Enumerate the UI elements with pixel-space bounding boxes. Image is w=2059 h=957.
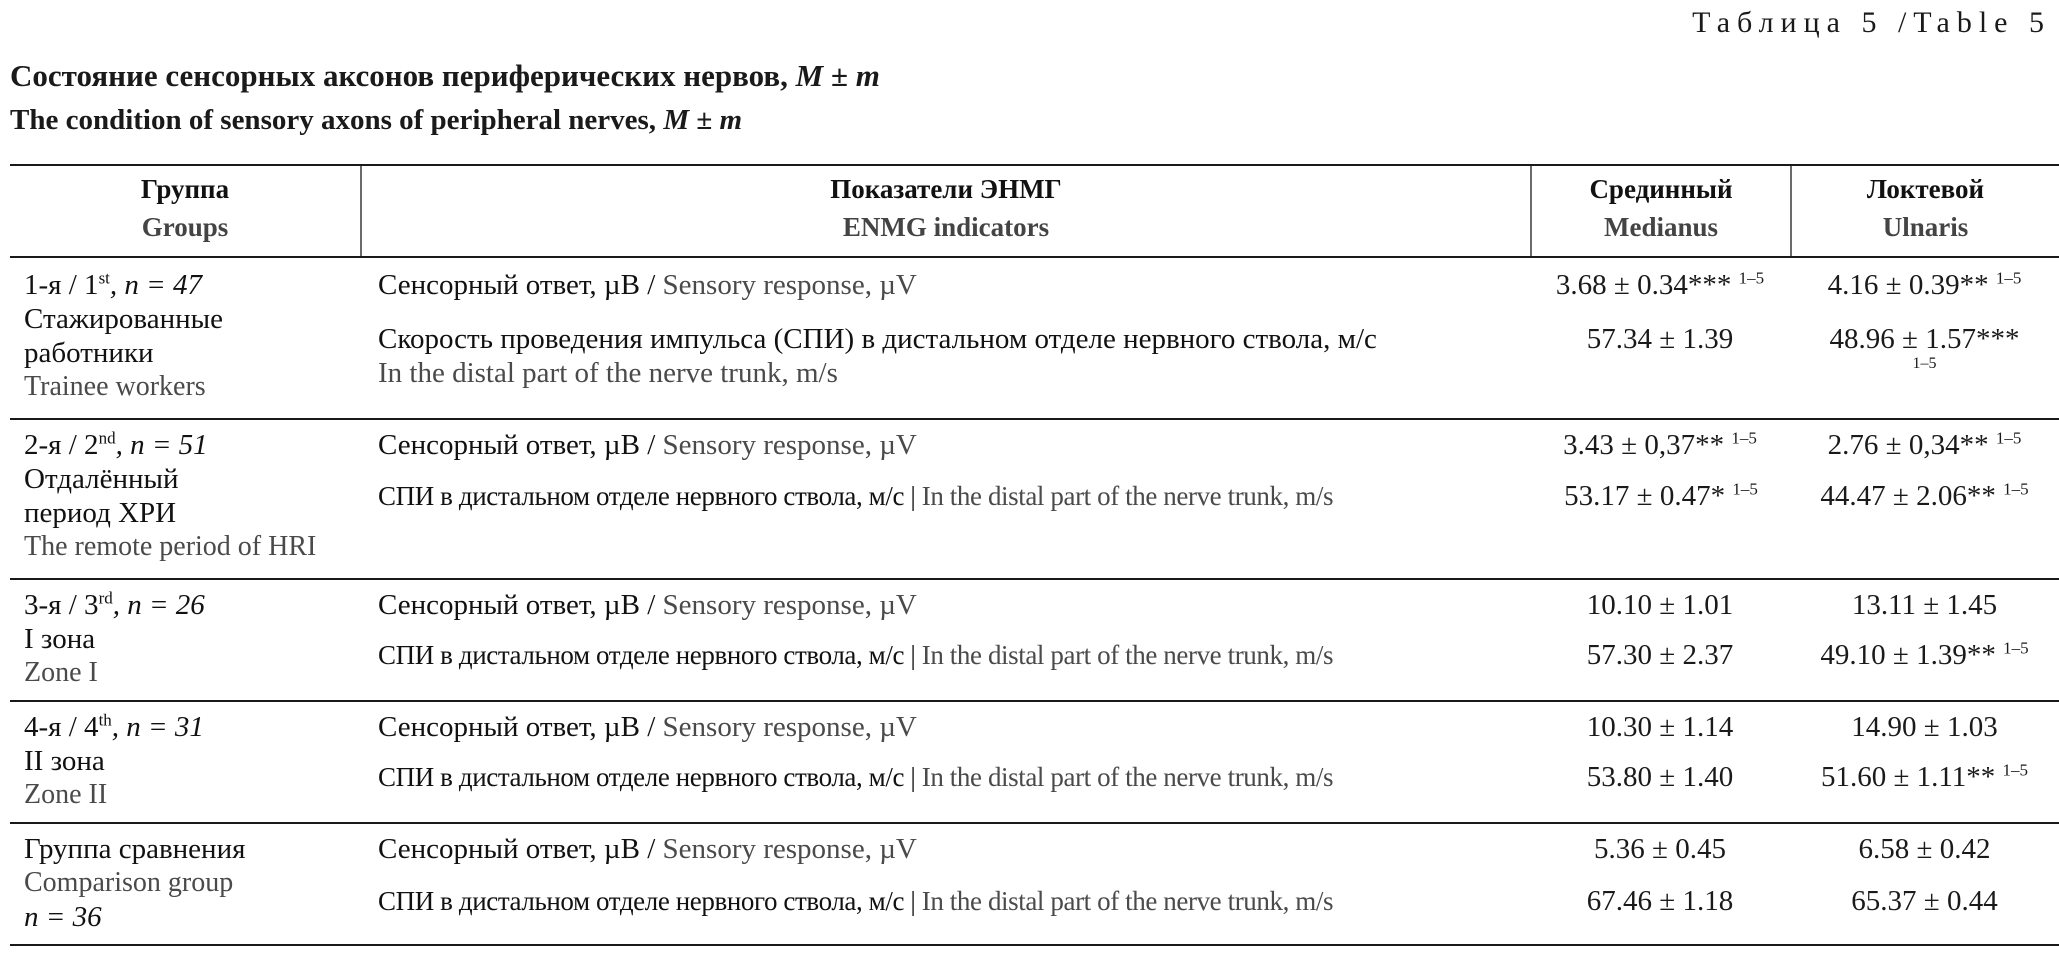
row5-indicator-1: Сенсорный ответ, µВ / Sensory response, µV	[378, 833, 917, 865]
row4-ulnar-1: 14.90 ± 1.03	[1851, 711, 1998, 743]
row4-group: 4-я / 4th, n = 31 II зона Zone II	[24, 710, 204, 810]
row5-median-2: 67.46 ± 1.18	[1586, 885, 1734, 917]
row-rule-2	[10, 578, 2059, 580]
table-top-rule	[10, 164, 2059, 166]
row2-indicator-2: СПИ в дистальном отделе нервного ствола, м/с | In the distal part of the nerve trunk, m/s	[378, 481, 1334, 511]
row4-indicator-2: СПИ в дистальном отделе нервного ствола, м/с | In the distal part of the nerve trunk, m/s	[378, 762, 1334, 792]
row5-indicator-2: СПИ в дистальном отделе нервного ствола, м/с | In the distal part of the nerve trunk, m/s	[378, 886, 1334, 916]
row-rule-1	[10, 418, 2059, 420]
row2-indicator-1: Сенсорный ответ, µВ / Sensory response, µV	[378, 429, 917, 461]
row4-median-2: 53.80 ± 1.40	[1586, 761, 1734, 793]
row5-ulnar-1: 6.58 ± 0.42	[1858, 833, 1991, 865]
row1-ulnar-2: 48.96 ± 1.57*** 1–5	[1829, 323, 2020, 372]
row-rule-3	[10, 700, 2059, 702]
table-title-en: The condition of sensory axons of peripheral nerves, M ± m	[10, 104, 743, 136]
row1-ulnar-1: 4.16 ± 0.39** $^{1-5}$	[1827, 268, 2022, 301]
row2-ulnar-2: 44.47 ± 2.06** $^{1-5}$	[1820, 479, 2029, 512]
row2-ulnar-1: 2.76 ± 0,34** $^{1-5}$	[1827, 428, 2022, 461]
row1-group: 1-я / 1st, n = 47 Стажированные работники Trainee workers	[24, 268, 223, 402]
row1-median-2: 57.34 ± 1.39	[1586, 323, 1734, 355]
table-bottom-rule	[10, 944, 2059, 946]
row4-indicator-1: Сенсорный ответ, µВ / Sensory response, µV	[378, 711, 917, 743]
row3-group: 3-я / 3rd, n = 26 I зона Zone I	[24, 588, 205, 688]
row1-indicator-1: Сенсорный ответ, µВ / Sensory response, µV	[378, 269, 917, 301]
row3-median-1: 10.10 ± 1.01	[1586, 589, 1734, 621]
header-ulnar: Локтевой Ulnaris	[1866, 174, 1985, 242]
row2-group: 2-я / 2nd, n = 51 Отдалённый период ХРИ The remote period of HRI	[24, 428, 317, 562]
row4-ulnar-2: 51.60 ± 1.11** $^{1-5}$	[1820, 760, 2029, 793]
header-group: Группа Groups	[140, 174, 230, 242]
header-median: Срединный Medianus	[1589, 174, 1733, 242]
row3-indicator-2: СПИ в дистальном отделе нервного ствола, м/с | In the distal part of the nerve trunk, m/s	[378, 640, 1334, 670]
header-bottom-rule	[10, 256, 2059, 258]
row4-median-1: 10.30 ± 1.14	[1586, 711, 1734, 743]
row5-median-1: 5.36 ± 0.45	[1594, 833, 1726, 865]
row1-indicator-2: Скорость проведения импульса (СПИ) в дистальном отделе нервного ствола, м/с In the distal part of the nerve trunk, m/s	[378, 323, 1377, 389]
row3-ulnar-2: 49.10 ± 1.39** $^{1-5}$	[1820, 638, 2029, 671]
table-title-ru: Состояние сенсорных аксонов периферических нервов, M ± m	[10, 58, 880, 93]
header-indicators: Показатели ЭНМГ ENMG indicators	[830, 174, 1062, 242]
row3-median-2: 57.30 ± 2.37	[1586, 639, 1734, 671]
row2-median-1: 3.43 ± 0,37** $^{1-5}$	[1563, 428, 1757, 461]
row2-median-2: 53.17 ± 0.47* $^{1-5}$	[1564, 479, 1758, 512]
table-label: Таблица 5 /Table 5	[1692, 6, 2051, 39]
row-rule-4	[10, 822, 2059, 824]
row5-ulnar-2: 65.37 ± 0.44	[1851, 885, 1998, 917]
row3-indicator-1: Сенсорный ответ, µВ / Sensory response, µV	[378, 589, 917, 621]
row5-group: Группа сравнения Comparison group n = 36	[24, 833, 246, 933]
row3-ulnar-1: 13.11 ± 1.45	[1851, 589, 1998, 621]
row1-median-1: 3.68 ± 0.34*** $^{1-5}$	[1555, 268, 1765, 301]
